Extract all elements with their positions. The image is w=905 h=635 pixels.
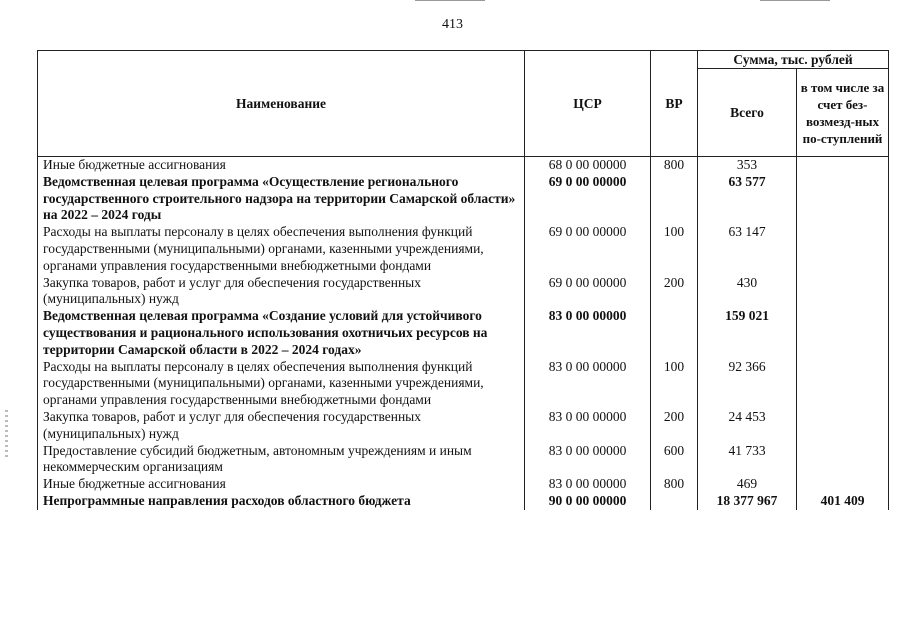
row-csr: 90 0 00 00000 <box>525 493 651 510</box>
row-including <box>797 409 889 443</box>
row-vr <box>651 174 698 224</box>
row-total: 469 <box>698 476 797 493</box>
row-csr: 83 0 00 00000 <box>525 476 651 493</box>
table-row <box>38 275 889 309</box>
row-csr: 69 0 00 00000 <box>525 174 651 224</box>
scan-artifact-line <box>760 0 830 1</box>
row-name: Закупка товаров, работ и услуг для обеспечения государственных (муниципальных) нужд <box>38 409 525 443</box>
row-total: 41 733 <box>698 443 797 477</box>
row-name: Расходы на выплаты персоналу в целях обеспечения выполнения функций государственными (муниципальными) органами, казенными учреждениями, органами управления государственными внебюджетными фондами <box>38 359 525 409</box>
row-name: Ведомственная целевая программа «Создание условий для устойчивого существования и рационального использования охотничьих ресурсов на территории Самарской области в 2022 – 2024 годах» <box>38 308 525 358</box>
row-including: 401 409 <box>797 493 889 510</box>
row-csr: 83 0 00 00000 <box>525 308 651 358</box>
row-total: 24 453 <box>698 409 797 443</box>
row-including <box>797 308 889 358</box>
row-name: Иные бюджетные ассигнования <box>38 157 525 174</box>
header-sum-group: Сумма, тыс. рублей <box>698 51 889 69</box>
row-csr: 83 0 00 00000 <box>525 443 651 477</box>
row-vr: 600 <box>651 443 698 477</box>
row-name: Предоставление субсидий бюджетным, автономным учреждениям и иным некоммерческим организациям <box>38 443 525 477</box>
row-name: Закупка товаров, работ и услуг для обеспечения государственных (муниципальных) нужд <box>38 275 525 309</box>
row-including <box>797 275 889 309</box>
row-name: Иные бюджетные ассигнования <box>38 476 525 493</box>
row-vr <box>651 493 698 510</box>
row-csr: 68 0 00 00000 <box>525 157 651 174</box>
row-including <box>797 174 889 224</box>
table-body <box>38 157 889 510</box>
row-vr: 100 <box>651 359 698 409</box>
table-row <box>38 359 889 409</box>
row-including <box>797 359 889 409</box>
budget-table <box>37 50 889 510</box>
table-row <box>38 174 889 224</box>
scan-artifact-line <box>415 0 485 1</box>
row-total: 92 366 <box>698 359 797 409</box>
header-total: Всего <box>698 69 797 157</box>
header-vr: ВР <box>651 51 698 157</box>
row-total: 18 377 967 <box>698 493 797 510</box>
table-row <box>38 443 889 477</box>
row-vr: 800 <box>651 157 698 174</box>
row-vr: 200 <box>651 409 698 443</box>
table-row <box>38 493 889 510</box>
table-row <box>38 476 889 493</box>
page-number: 413 <box>442 17 463 32</box>
row-name: Ведомственная целевая программа «Осуществление регионального государственного строительного надзора на территории Самарской области» на 2022 – 2024 годы <box>38 174 525 224</box>
row-csr: 69 0 00 00000 <box>525 224 651 274</box>
row-csr: 83 0 00 00000 <box>525 359 651 409</box>
row-vr: 100 <box>651 224 698 274</box>
table-row <box>38 224 889 274</box>
table-row <box>38 409 889 443</box>
row-name: Расходы на выплаты персоналу в целях обеспечения выполнения функций государственными (муниципальными) органами, казенными учреждениями, органами управления государственными внебюджетными фондами <box>38 224 525 274</box>
row-including <box>797 443 889 477</box>
row-including <box>797 157 889 174</box>
row-vr <box>651 308 698 358</box>
scan-artifact-mark <box>5 410 8 460</box>
row-total: 63 577 <box>698 174 797 224</box>
row-name: Непрограммные направления расходов областного бюджета <box>38 493 525 510</box>
header-csr: ЦСР <box>525 51 651 157</box>
row-csr: 69 0 00 00000 <box>525 275 651 309</box>
header-name: Наименование <box>38 51 525 157</box>
row-including <box>797 476 889 493</box>
table-row <box>38 308 889 358</box>
table-row <box>38 157 889 174</box>
header-including: в том числе за счет без-возмезд-ных по-ступлений <box>797 69 889 157</box>
row-csr: 83 0 00 00000 <box>525 409 651 443</box>
row-total: 159 021 <box>698 308 797 358</box>
row-vr: 800 <box>651 476 698 493</box>
row-total: 353 <box>698 157 797 174</box>
row-total: 430 <box>698 275 797 309</box>
row-vr: 200 <box>651 275 698 309</box>
row-total: 63 147 <box>698 224 797 274</box>
row-including <box>797 224 889 274</box>
